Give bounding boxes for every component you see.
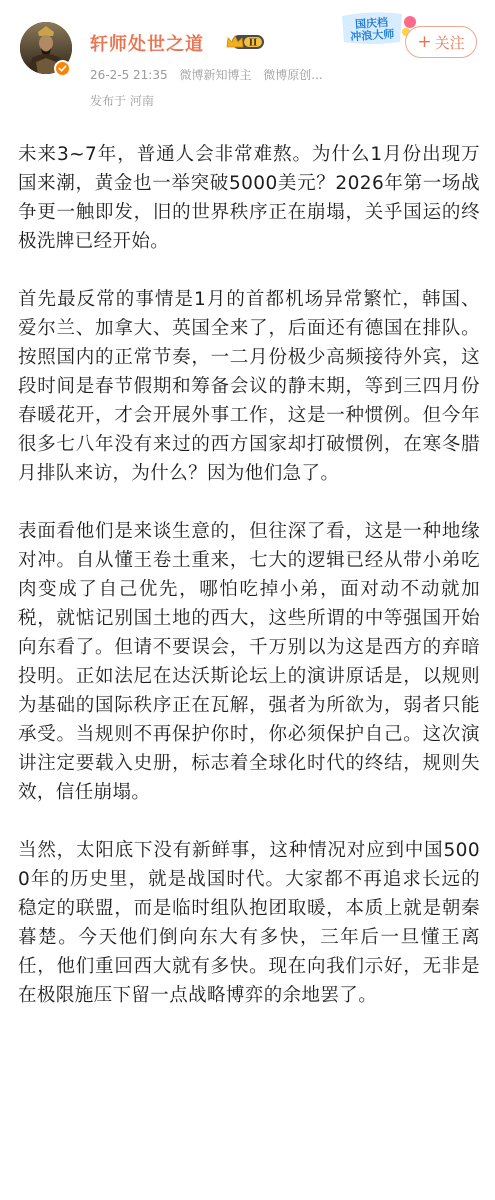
post-paragraph-4: 当然，太阳底下没有新鲜事，这种情况对应到中国5000年的历史里，就是战国时代。大家都不再追求长远的稳定的联盟，而是临时组队抱团取暖，本质上就是朝秦暮楚。今天他们倒向东大有多快，三年后一旦懂王离任，他们重回西大就有多快。现在向我们示好，无非是在极限施压下留一点战略博弈的余地罢了。 — [18, 840, 480, 1006]
post-date: 26-2-5 21:35 — [90, 68, 168, 82]
post-paragraph-3: 表面看他们是来谈生意的，但往深了看，这是一种地缘对冲。自从懂王卷土重来，七大的逻辑已经从带小弟吃肉变成了自己优先，哪怕吃掉小弟，面对动不动就加税，就惦记别国土地的西大，这些所谓的中等强国开始向东看了。但请不要误会，千万别以为这是西方的弃暗投明。正如法尼在达沃斯论坛上的演讲原话是，以规则为基础的国际秩序正在瓦解，强者为所欲为，弱者只能承受。当规则不再保护你时，你必须保护自己。这次演讲注定要载入史册，标志着全球化时代的终结，规则失效，信任崩塌。 — [18, 521, 480, 803]
post-paragraph-2: 首先最反常的事情是1月的首都机场异常繁忙，韩国、爱尔兰、加拿大、英国全来了，后面还有德国在排队。按照国内的正常节奏，一二月份极少高频接待外宾，这段时间是春节假期和筹备会议的静末期，等到三四月份春暖花开，才会开展外事工作，这是一种惯例。但今年很多七八年没有来过的西方国家却打破惯例，在寒冬腊月排队来访，为什么？因为他们急了。 — [18, 289, 480, 484]
verified-badge-icon — [54, 60, 71, 77]
post-source-1: 微博新知博主 — [179, 68, 252, 82]
post-content — [18, 140, 480, 1039]
plus-icon: + — [417, 32, 432, 52]
level-text: II — [248, 38, 258, 49]
event-line-1: 国庆档 — [354, 15, 389, 32]
post-paragraph-1: 未来3~7年，普通人会非常难熬。为什么1月份出现万国来潮，黄金也一举突破5000美元？2026年第一场战争更一触即发，旧的世界秩序正在崩塌，关乎国运的终极洗牌已经开始。 — [18, 144, 480, 252]
post-source-2: 微博原创... — [263, 68, 323, 82]
event-line-2: 冲浪大师 — [349, 27, 395, 44]
post-meta — [90, 66, 323, 83]
crown-level-icon — [226, 33, 266, 51]
post-location: 发布于 河南 — [90, 94, 154, 108]
follow-button[interactable] — [405, 26, 477, 58]
username[interactable]: 轩师处世之道 — [90, 34, 204, 55]
follow-label: 关注 — [434, 33, 465, 52]
crown-level-badge[interactable] — [226, 33, 266, 51]
event-title — [339, 16, 405, 44]
post-header — [0, 0, 495, 130]
